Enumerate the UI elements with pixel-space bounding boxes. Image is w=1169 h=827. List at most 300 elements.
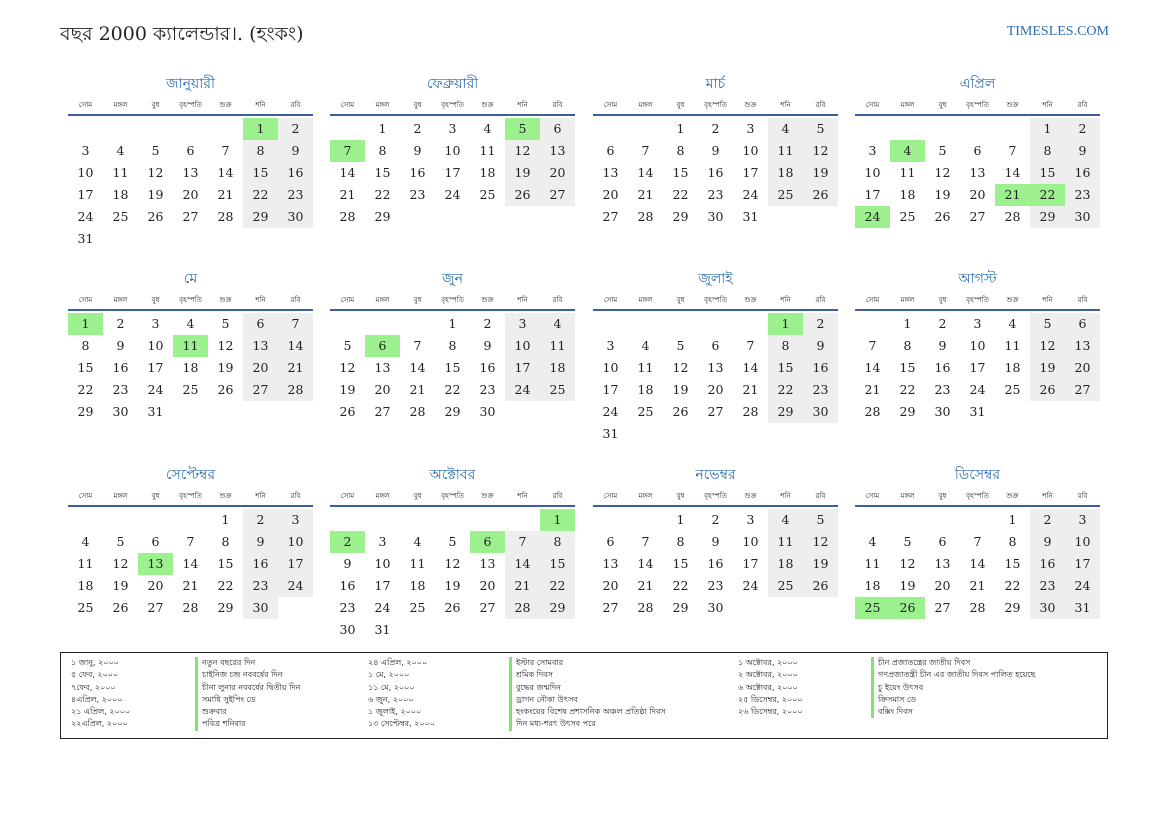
day-cell: 6 xyxy=(151,534,160,549)
day-cell: 31 xyxy=(1065,597,1100,619)
day-cell: 22 xyxy=(768,379,803,401)
day-cell: 20 xyxy=(602,187,619,202)
holiday-name: সমাধি সুইপিং ডে xyxy=(195,694,300,706)
day-cell: 18 xyxy=(899,187,916,202)
page-title: বছর 2000 ক্যালেন্ডার।. (হংকং) xyxy=(60,23,304,45)
weekday-label: বুধ xyxy=(151,101,160,109)
day-cell: 18 xyxy=(768,553,803,575)
weekday-label: শুক্র xyxy=(481,296,494,304)
day-cell: 3 xyxy=(1065,509,1100,531)
day-cell: 18 xyxy=(864,578,881,593)
empty-day-cell xyxy=(593,509,628,531)
day-cell: 6 xyxy=(1065,313,1100,335)
day-cell: 1 xyxy=(676,121,685,136)
day-cell: 11 xyxy=(637,360,654,375)
day-cell: 4 xyxy=(768,118,803,140)
weekday-label: মঙ্গল xyxy=(113,101,128,109)
holiday-name: পবিত্র শনিবার xyxy=(195,718,300,730)
weekday-label: শুক্র xyxy=(219,296,232,304)
day-cell: 11 xyxy=(409,556,426,571)
site-link[interactable]: TIMESLES.COM xyxy=(1006,24,1109,39)
weekday-label: মঙ্গল xyxy=(900,492,915,500)
day-cell: 28 xyxy=(182,600,199,615)
day-cell: 10 xyxy=(444,143,461,158)
day-cell: 31 xyxy=(969,404,986,419)
day-cell: 24 xyxy=(1065,575,1100,597)
weekday-label: শনি xyxy=(1042,101,1053,109)
day-cell: 4 xyxy=(768,509,803,531)
day-cell: 29 xyxy=(768,401,803,423)
day-cell: 15 xyxy=(243,162,278,184)
empty-day-cell xyxy=(628,509,663,531)
day-cell: 23 xyxy=(803,379,838,401)
day-cell: 5 xyxy=(1030,313,1065,335)
day-cell: 3 xyxy=(606,338,615,353)
day-cell: 24 xyxy=(147,382,164,397)
holiday-name: ক্রিসমাস ডে xyxy=(871,694,1035,706)
day-cell: 19 xyxy=(899,578,916,593)
day-cell: 27 xyxy=(243,379,278,401)
empty-day-cell xyxy=(365,509,400,531)
day-cell: 15 xyxy=(217,556,234,571)
day-cell: 12 xyxy=(339,360,356,375)
day-cell: 5 xyxy=(448,534,457,549)
day-cell: 27 xyxy=(934,600,951,615)
day-cell: 15 xyxy=(77,360,94,375)
holiday-names-col-3 xyxy=(871,657,1035,718)
day-cell: 13 xyxy=(243,335,278,357)
day-cell: 6 xyxy=(973,143,982,158)
weekday-header xyxy=(330,96,575,116)
holiday-date: ৫ ফেব, ২০০০ xyxy=(71,670,119,680)
day-cell: 30 xyxy=(803,401,838,423)
day-cell: 10 xyxy=(742,143,759,158)
day-cell: 18 xyxy=(77,578,94,593)
day-cell: 26 xyxy=(803,575,838,597)
day-cell: 1 xyxy=(378,121,387,136)
empty-day-cell xyxy=(628,313,663,335)
holiday-names-col-2 xyxy=(509,657,666,731)
weekday-header xyxy=(68,96,313,116)
day-cell: 11 xyxy=(899,165,916,180)
empty-day-cell xyxy=(925,118,960,140)
empty-day-cell xyxy=(505,509,540,531)
holiday-date: ২২এপ্রিল, ২০০০ xyxy=(71,719,128,729)
day-cell: 4 xyxy=(116,143,125,158)
day-cell: 27 xyxy=(147,600,164,615)
day-cell: 8 xyxy=(1030,140,1065,162)
day-cell: 14 xyxy=(505,553,540,575)
day-cell: 3 xyxy=(81,143,90,158)
weekday-label: শুক্র xyxy=(219,101,232,109)
day-cell: 26 xyxy=(444,600,461,615)
day-cell: 2 xyxy=(243,509,278,531)
weekday-label: শনি xyxy=(255,492,266,500)
day-cell: 13 xyxy=(1065,335,1100,357)
day-cell: 27 xyxy=(1065,379,1100,401)
weekday-label: রবি xyxy=(552,101,563,109)
day-cell: 7 xyxy=(1008,143,1017,158)
day-cell: 1 xyxy=(221,512,230,527)
empty-day-cell xyxy=(208,118,243,140)
weekday-label: বুধ xyxy=(676,492,685,500)
day-cell: 2 xyxy=(1065,118,1100,140)
weekday-label: শনি xyxy=(255,296,266,304)
day-cell: 10 xyxy=(374,556,391,571)
holiday-day-cell: 5 xyxy=(505,118,540,140)
day-cell: 16 xyxy=(243,553,278,575)
empty-day-cell xyxy=(890,118,925,140)
weekday-header xyxy=(330,291,575,311)
month-calendar xyxy=(68,269,313,423)
day-cell: 9 xyxy=(938,338,947,353)
weekday-label: বুধ xyxy=(413,296,422,304)
weekday-label: বৃহস্পতি xyxy=(704,101,727,109)
day-cell: 15 xyxy=(1004,556,1021,571)
day-cell: 19 xyxy=(803,553,838,575)
day-cell: 20 xyxy=(934,578,951,593)
day-cell: 2 xyxy=(116,316,125,331)
day-cell: 7 xyxy=(186,534,195,549)
day-cell: 29 xyxy=(1004,600,1021,615)
day-cell: 6 xyxy=(540,118,575,140)
day-grid xyxy=(593,509,838,619)
day-cell: 1 xyxy=(903,316,912,331)
day-cell: 14 xyxy=(637,556,654,571)
day-cell: 10 xyxy=(864,165,881,180)
day-cell: 1 xyxy=(676,512,685,527)
empty-day-cell xyxy=(628,118,663,140)
holiday-date: ৭ফেব, ২০০০ xyxy=(71,682,116,692)
day-cell: 11 xyxy=(864,556,881,571)
empty-day-cell xyxy=(733,313,768,335)
day-cell: 5 xyxy=(343,338,352,353)
day-cell: 23 xyxy=(112,382,129,397)
day-cell: 29 xyxy=(444,404,461,419)
day-cell: 9 xyxy=(413,143,422,158)
day-cell: 25 xyxy=(637,404,654,419)
day-cell: 14 xyxy=(1004,165,1021,180)
day-cell: 29 xyxy=(1030,206,1065,228)
holiday-date: ২৬ ডিসেম্বর, ২০০০ xyxy=(738,707,803,717)
day-cell: 9 xyxy=(116,338,125,353)
weekday-label: রবি xyxy=(815,101,826,109)
day-cell: 10 xyxy=(602,360,619,375)
day-cell: 19 xyxy=(112,578,129,593)
day-cell: 30 xyxy=(707,600,724,615)
day-cell: 9 xyxy=(343,556,352,571)
day-cell: 20 xyxy=(969,187,986,202)
empty-day-cell xyxy=(698,313,733,335)
day-cell: 19 xyxy=(1030,357,1065,379)
holiday-name: হংকংয়ের বিশেষ প্রশাসনিক অঞ্চল প্রতিষ্ঠা দিবস xyxy=(509,706,666,718)
weekday-label: শুক্র xyxy=(1006,101,1019,109)
day-cell: 8 xyxy=(676,534,685,549)
weekday-label: রবি xyxy=(1077,492,1088,500)
day-cell: 8 xyxy=(378,143,387,158)
holiday-date: ২৫ ডিসেম্বর, ২০০০ xyxy=(738,694,803,704)
weekday-label: শুক্র xyxy=(1006,296,1019,304)
weekday-label: শুক্র xyxy=(1006,492,1019,500)
day-cell: 28 xyxy=(409,404,426,419)
day-cell: 6 xyxy=(606,534,615,549)
holiday-dates-col-3 xyxy=(738,657,803,718)
holiday-date: ১ জুলাই, ২০০০ xyxy=(368,707,422,717)
day-cell: 21 xyxy=(217,187,234,202)
day-cell: 6 xyxy=(186,143,195,158)
day-cell: 8 xyxy=(81,338,90,353)
holiday-name: শুক্রবার xyxy=(195,706,300,718)
day-cell: 13 xyxy=(934,556,951,571)
holiday-name: চীন প্রজাতন্ত্রের জাতীয় দিবস xyxy=(871,657,1035,669)
weekday-label: বুধ xyxy=(938,492,947,500)
day-cell: 20 xyxy=(602,578,619,593)
day-cell: 3 xyxy=(746,121,755,136)
weekday-label: বৃহস্পতি xyxy=(441,492,464,500)
day-cell: 24 xyxy=(505,379,540,401)
day-cell: 2 xyxy=(278,118,313,140)
empty-day-cell xyxy=(365,313,400,335)
holiday-list xyxy=(60,652,1108,739)
day-cell: 21 xyxy=(864,382,881,397)
empty-day-cell xyxy=(890,509,925,531)
weekday-label: বুধ xyxy=(676,296,685,304)
day-cell: 28 xyxy=(864,404,881,419)
day-cell: 4 xyxy=(868,534,877,549)
day-cell: 12 xyxy=(672,360,689,375)
day-cell: 22 xyxy=(899,382,916,397)
weekday-label: সোম xyxy=(865,101,880,109)
day-cell: 18 xyxy=(768,162,803,184)
day-cell: 23 xyxy=(1030,575,1065,597)
day-cell: 14 xyxy=(182,556,199,571)
day-cell: 12 xyxy=(147,165,164,180)
weekday-label: বৃহস্পতি xyxy=(966,296,989,304)
weekday-label: রবি xyxy=(1077,101,1088,109)
weekday-label: বুধ xyxy=(151,492,160,500)
day-cell: 17 xyxy=(444,165,461,180)
month-name: অক্টোবর xyxy=(429,467,476,483)
empty-day-cell xyxy=(855,509,890,531)
holiday-date: ১ অক্টোবর, ২০০০ xyxy=(738,658,798,667)
day-cell: 31 xyxy=(147,404,164,419)
empty-day-cell xyxy=(173,509,208,531)
weekday-label: বৃহস্পতি xyxy=(704,492,727,500)
holiday-date: ১৩ সেপ্টেম্বর, ২০০০ xyxy=(368,719,435,729)
weekday-label: বুধ xyxy=(413,101,422,109)
day-cell: 28 xyxy=(637,209,654,224)
month-name: ডিসেম্বর xyxy=(954,467,1001,483)
weekday-header xyxy=(855,96,1100,116)
weekday-label: শনি xyxy=(780,492,791,500)
day-cell: 26 xyxy=(672,404,689,419)
day-cell: 17 xyxy=(602,382,619,397)
day-cell: 26 xyxy=(339,404,356,419)
day-cell: 28 xyxy=(217,209,234,224)
day-cell: 19 xyxy=(672,382,689,397)
weekday-header xyxy=(68,487,313,507)
day-cell: 16 xyxy=(707,556,724,571)
day-cell: 9 xyxy=(483,338,492,353)
day-cell: 4 xyxy=(540,313,575,335)
month-calendar xyxy=(330,269,575,423)
day-cell: 9 xyxy=(1065,140,1100,162)
weekday-label: সোম xyxy=(78,101,93,109)
month-calendar xyxy=(68,74,313,250)
day-cell: 30 xyxy=(243,597,278,619)
day-cell: 13 xyxy=(540,140,575,162)
empty-day-cell xyxy=(173,118,208,140)
day-cell: 13 xyxy=(602,556,619,571)
day-cell: 2 xyxy=(711,121,720,136)
day-cell: 27 xyxy=(374,404,391,419)
day-cell: 14 xyxy=(969,556,986,571)
holiday-name: বুদ্ধের জন্মদিন xyxy=(509,682,666,694)
day-cell: 7 xyxy=(641,534,650,549)
day-grid xyxy=(330,509,575,641)
month-calendar xyxy=(855,465,1100,619)
holiday-name: ড্রাগন নৌকা উৎসব xyxy=(509,694,666,706)
day-cell: 21 xyxy=(637,578,654,593)
day-cell: 25 xyxy=(899,209,916,224)
day-grid xyxy=(593,118,838,228)
day-cell: 29 xyxy=(672,209,689,224)
holiday-day-cell: 11 xyxy=(173,335,208,357)
weekday-label: শুক্র xyxy=(744,296,757,304)
day-grid xyxy=(68,313,313,423)
month-name: নভেম্বর xyxy=(695,467,736,483)
empty-day-cell xyxy=(330,118,365,140)
day-cell: 14 xyxy=(742,360,759,375)
empty-day-cell xyxy=(593,118,628,140)
empty-day-cell xyxy=(663,313,698,335)
day-cell: 9 xyxy=(1030,531,1065,553)
weekday-label: বৃহস্পতি xyxy=(441,296,464,304)
holiday-day-cell: 2 xyxy=(330,531,365,553)
empty-day-cell xyxy=(330,313,365,335)
day-cell: 12 xyxy=(217,338,234,353)
day-cell: 13 xyxy=(602,165,619,180)
holiday-day-cell: 21 xyxy=(995,184,1030,206)
day-cell: 25 xyxy=(479,187,496,202)
day-cell: 5 xyxy=(803,509,838,531)
holiday-date: ১ মে, ২০০০ xyxy=(368,670,410,680)
empty-day-cell xyxy=(103,509,138,531)
weekday-label: রবি xyxy=(290,101,301,109)
day-cell: 8 xyxy=(243,140,278,162)
day-cell: 30 xyxy=(112,404,129,419)
day-cell: 3 xyxy=(505,313,540,335)
weekday-label: সোম xyxy=(603,101,618,109)
month-calendar xyxy=(855,74,1100,228)
empty-day-cell xyxy=(855,118,890,140)
empty-day-cell xyxy=(400,509,435,531)
holiday-date: ১ জানু, ২০০০ xyxy=(71,658,119,667)
day-cell: 30 xyxy=(339,622,356,637)
holiday-name: চু ইয়েং উৎসব xyxy=(871,682,1035,694)
day-grid xyxy=(855,313,1100,423)
weekday-label: রবি xyxy=(290,296,301,304)
empty-day-cell xyxy=(138,118,173,140)
day-cell: 16 xyxy=(339,578,356,593)
day-cell: 24 xyxy=(969,382,986,397)
day-cell: 15 xyxy=(1030,162,1065,184)
day-cell: 16 xyxy=(479,360,496,375)
day-cell: 7 xyxy=(278,313,313,335)
weekday-header xyxy=(593,96,838,116)
holiday-date: ৬ জুন, ২০০০ xyxy=(368,694,414,704)
month-name: জুন xyxy=(442,271,463,287)
day-cell: 6 xyxy=(711,338,720,353)
holiday-day-cell: 1 xyxy=(768,313,803,335)
month-calendar xyxy=(68,465,313,619)
day-cell: 15 xyxy=(374,165,391,180)
day-cell: 23 xyxy=(409,187,426,202)
day-cell: 23 xyxy=(278,184,313,206)
weekday-label: রবি xyxy=(552,492,563,500)
day-cell: 29 xyxy=(77,404,94,419)
day-cell: 18 xyxy=(182,360,199,375)
weekday-label: সোম xyxy=(78,492,93,500)
day-cell: 20 xyxy=(147,578,164,593)
day-cell: 3 xyxy=(151,316,160,331)
weekday-label: সোম xyxy=(340,296,355,304)
day-cell: 7 xyxy=(868,338,877,353)
day-cell: 20 xyxy=(243,357,278,379)
month-calendar xyxy=(855,269,1100,423)
day-cell: 19 xyxy=(444,578,461,593)
day-cell: 2 xyxy=(1030,509,1065,531)
day-cell: 19 xyxy=(505,162,540,184)
weekday-label: মঙ্গল xyxy=(638,492,653,500)
weekday-label: বৃহস্পতি xyxy=(441,101,464,109)
day-cell: 4 xyxy=(641,338,650,353)
day-cell: 10 xyxy=(77,165,94,180)
day-cell: 22 xyxy=(217,578,234,593)
weekday-label: শনি xyxy=(1042,296,1053,304)
day-cell: 11 xyxy=(77,556,94,571)
day-cell: 29 xyxy=(374,209,391,224)
empty-day-cell xyxy=(103,118,138,140)
day-cell: 23 xyxy=(339,600,356,615)
day-cell: 25 xyxy=(77,600,94,615)
month-name: মার্চ xyxy=(705,76,726,92)
weekday-header xyxy=(593,487,838,507)
month-name: জানুয়ারী xyxy=(166,76,215,92)
month-name: এপ্রিল xyxy=(959,76,996,92)
weekday-label: বৃহস্পতি xyxy=(179,101,202,109)
holiday-day-cell: 26 xyxy=(890,597,925,619)
holiday-day-cell: 7 xyxy=(330,140,365,162)
month-calendar xyxy=(330,74,575,228)
day-cell: 25 xyxy=(182,382,199,397)
day-cell: 10 xyxy=(147,338,164,353)
day-cell: 28 xyxy=(505,597,540,619)
day-cell: 27 xyxy=(479,600,496,615)
holiday-name: চাইনিজ চন্দ্র নববর্ষের দিন xyxy=(195,669,300,681)
day-cell: 22 xyxy=(672,578,689,593)
day-cell: 14 xyxy=(409,360,426,375)
holiday-day-cell: 1 xyxy=(540,509,575,531)
day-cell: 21 xyxy=(409,382,426,397)
month-calendar xyxy=(593,465,838,619)
day-cell: 15 xyxy=(540,553,575,575)
day-cell: 9 xyxy=(803,335,838,357)
weekday-label: রবি xyxy=(815,492,826,500)
holiday-name: চীনা লুনার নববর্ষের দ্বিতীয় দিন xyxy=(195,682,300,694)
day-cell: 24 xyxy=(444,187,461,202)
day-cell: 11 xyxy=(540,335,575,357)
